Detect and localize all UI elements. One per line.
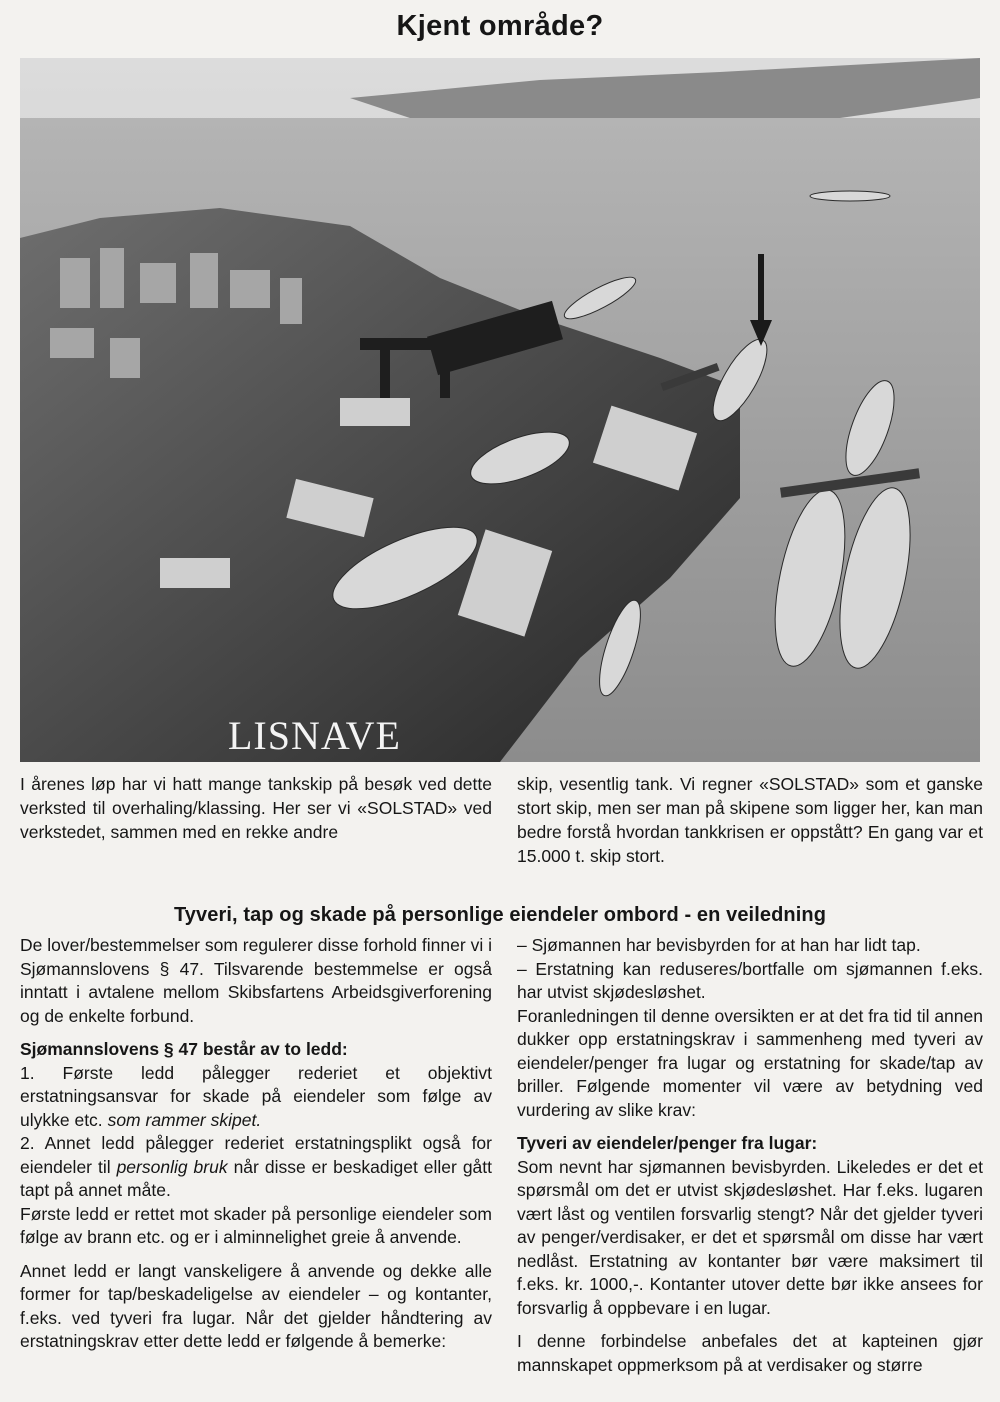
intro-text-left: I årenes løp har vi hatt mange tankskip på besøk ved dette verksted til overhaling/klassing. Her ser vi «SOLSTAD» ved verkstedet, sammen med en rekke andre: [20, 774, 492, 842]
intro-text-right: skip, vesentlig tank. Vi regner «SOLSTAD» som et ganske stort skip, men ser man på skipene som ligger her, kan man bedre forstå hvordan tankkrisen er oppstått? En gang var et 15.000 t. skip stort.: [517, 774, 983, 866]
photo-caption: LISNAVE: [228, 713, 401, 758]
list-item-text: 2. Annet ledd pålegger rederiet erstatningsplikt også for eiendeler til: [20, 1133, 492, 1177]
list-item-text: 1. Første ledd pålegger rederiet et objektivt erstatningsansvar for skade på eiendeler som følge av ulykke etc.: [20, 1062, 492, 1130]
page-title: Kjent område?: [396, 10, 604, 42]
list-item: [20, 1062, 492, 1133]
article-column-left: [20, 934, 492, 1354]
emphasis-text: som rammer skipet.: [107, 1109, 262, 1130]
subheading: Sjømannslovens § 47 består av to ledd:: [20, 1039, 348, 1059]
paragraph: Første ledd er rettet mot skader på personlige eiendeler som følge av brann etc. og er i alminnelighet greie å anvende.: [20, 1203, 492, 1247]
paragraph: I denne forbindelse anbefales det at kapteinen gjør mannskapet oppmerksom på at verdisaker og større: [517, 1331, 983, 1375]
paragraph: De lover/bestemmelser som regulerer disse forhold finner vi i Sjømannslovens § 47. Tilsvarende bestemmelse er også inntatt i avtalene mellom Skibsfartens Arbeidsgiverforening og de enkelte forbund.: [20, 935, 492, 1026]
paragraph: Annet ledd er langt vanskeligere å anvende og dekke alle former for tap/beskadeligelse av eiendeler – og kontanter, f.eks. ved tyveri fra lugar. Når det gjelder håndtering av erstatningskrav etter dette ledd er følgende å bemerke:: [20, 1260, 492, 1351]
shipyard-aerial-photo: [20, 58, 980, 762]
list-item: [20, 1132, 492, 1203]
bullet-item: – Erstatning kan reduseres/bortfalle om sjømannen f.eks. har utvist skjødesløshet.: [517, 958, 983, 1002]
paragraph: Foranledningen til denne oversikten er at det fra tid til annen dukker opp erstatningskrav i sammenheng med tyveri av eiendeler/penger fra lugar og erstatning for skade/tap av briller. Følgende momenter vil være av betydning ved vurdering av slike krav:: [517, 1005, 983, 1120]
paragraph: Som nevnt har sjømannen bevisbyrden. Likeledes er det et spørsmål om det er utvist skjødesløshet. Har f.eks. lugaren vært låst og ventilen forsvarlig stengt? Når det gjelder tyveri av penger/verdisaker, er det et spørsmål om disse har vært nedlåst. Erstatning av kontanter bør være maksimert til f.eks. kr. 1000,-. Kontanter utover dette bør ikke ansees for forsvarlig å oppbevare i en lugar.: [517, 1156, 983, 1318]
article-heading: Tyveri, tap og skade på personlige eiendeler ombord - en veiledning: [173, 904, 827, 926]
subheading: Tyveri av eiendeler/penger fra lugar:: [517, 1133, 818, 1153]
bullet-item: – Sjømannen har bevisbyrden for at han har lidt tap.: [517, 935, 921, 955]
list-item-text: når disse er beskadiget eller gått tapt på annet måte.: [20, 1156, 493, 1200]
article-column-right: [517, 934, 983, 1377]
emphasis-text: personlig bruk: [116, 1156, 228, 1177]
